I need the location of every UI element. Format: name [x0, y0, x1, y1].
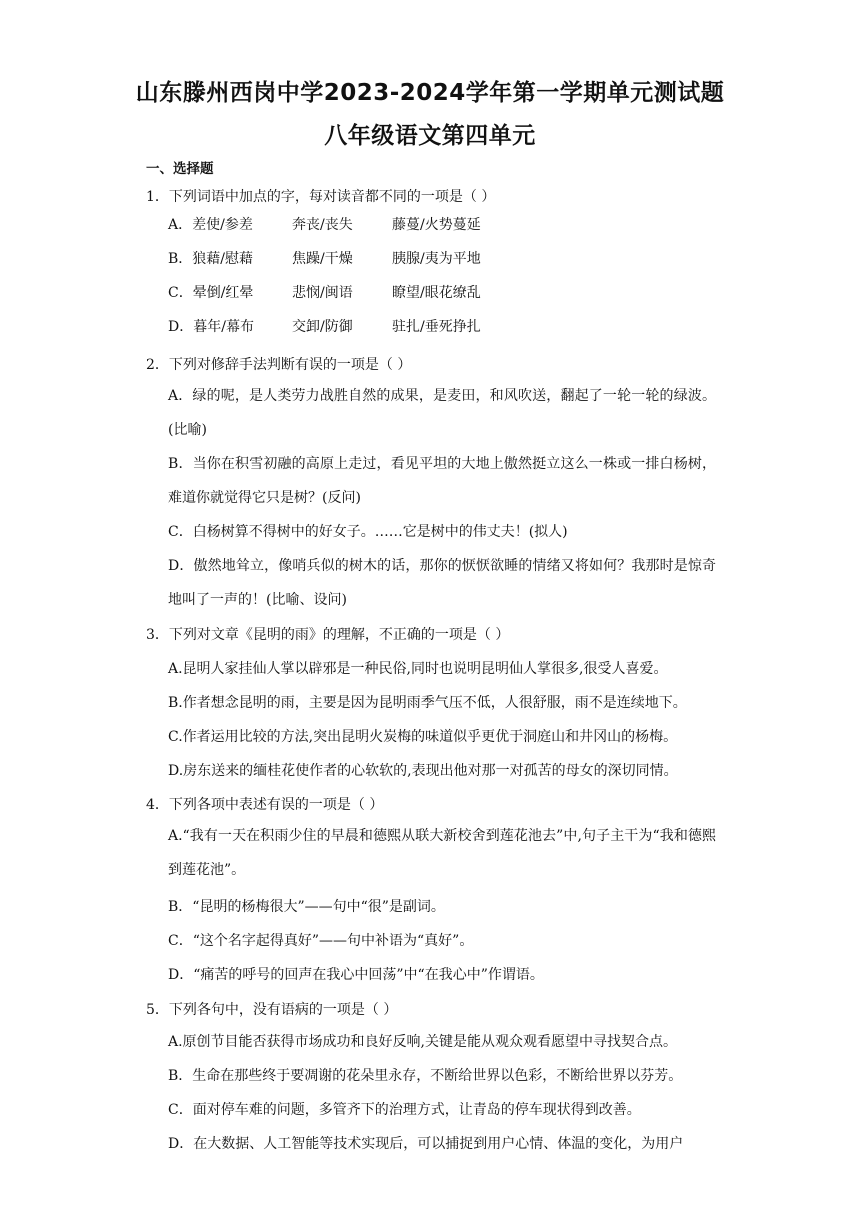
option-b-pair-1: B．狼藉/慰藉	[168, 251, 254, 267]
option-d-pair-1: D．暮年/幕布	[168, 319, 254, 335]
option-a-pair-2: 奔丧/丧失	[292, 217, 353, 233]
question-4-option-c: C．“这个名字起得真好”——句中补语为“真好”。	[168, 933, 474, 949]
option-b-pair-3: 胰腺/夷为平地	[392, 251, 481, 267]
option-b-pair-2: 焦躁/干燥	[292, 251, 353, 267]
option-c-pair-1: C．晕倒/红晕	[168, 285, 254, 301]
question-2-option-d: D．傲然地耸立，像哨兵似的树木的话，那你的恹恹欲睡的情绪又将如何？我那时是惊奇地叫了一声的！(比喻、设问)	[168, 558, 716, 608]
question-3-option-d: D.房东送来的缅桂花使作者的心软软的,表现出他对那一对孤苦的母女的深切同情。	[168, 763, 678, 779]
question-3-stem: 3．下列对文章《昆明的雨》的理解，不正确的一项是（ ）	[146, 627, 510, 643]
option-d-pair-2: 交卸/防御	[292, 319, 353, 335]
option-a-pair-1: A．差使/参差	[168, 217, 253, 233]
question-1-option-d	[168, 317, 481, 337]
document-title: 山东滕州西岗中学2023-2024学年第一学期单元测试题	[135, 80, 725, 106]
option-c-pair-3: 瞭望/眼花缭乱	[392, 285, 481, 301]
question-3-option-c: C.作者运用比较的方法,突出昆明火炭梅的味道似乎更优于洞庭山和井冈山的杨梅。	[168, 729, 678, 745]
question-1-option-a	[168, 215, 481, 235]
question-1-stem: 1．下列词语中加点的字，每对读音都不同的一项是（ ）	[146, 189, 496, 205]
document-subtitle: 八年级语文第四单元	[324, 123, 536, 149]
question-4-option-a: A.“我有一天在积雨少住的早晨和德熙从联大新校舍到莲花池去”中,句子主干为“我和德熙到莲花池”。	[168, 828, 716, 878]
question-5-stem: 5．下列各句中，没有语病的一项是（ ）	[146, 1002, 398, 1018]
question-3-option-b: B.作者想念昆明的雨，主要是因为昆明雨季气压不低，人很舒服，雨不是连续地下。	[168, 695, 687, 711]
question-5-option-c: C．面对停车难的问题，多管齐下的治理方式，让青岛的停车现状得到改善。	[168, 1102, 641, 1118]
question-2-option-b: B．当你在积雪初融的高原上走过，看见平坦的大地上傲然挺立这么一株或一排白杨树，难道你就觉得它只是树？(反问)	[168, 456, 716, 506]
question-4-option-b: B．“昆明的杨梅很大”——句中“很”是副词。	[168, 899, 445, 915]
option-c-pair-2: 悲悯/闽语	[292, 285, 353, 301]
question-1-option-b	[168, 249, 481, 269]
question-2-option-a: A．绿的呢，是人类劳力战胜自然的成果，是麦田，和风吹送，翻起了一轮一轮的绿波。(比喻)	[168, 388, 716, 438]
option-a-pair-3: 藤蔓/火势蔓延	[392, 217, 481, 233]
question-2-stem: 2．下列对修辞手法判断有误的一项是（ ）	[146, 357, 412, 373]
question-5-option-a: A.原创节目能否获得市场成功和良好反响,关键是能从观众观看愿望中寻找契合点。	[168, 1034, 678, 1050]
question-5-option-d: D．在大数据、人工智能等技术实现后，可以捕捉到用户心情、体温的变化，为用户	[168, 1136, 684, 1152]
question-3-option-a: A.昆明人家挂仙人掌以辟邪是一种民俗,同时也说明昆明仙人掌很多,很受人喜爱。	[168, 661, 668, 677]
section-heading: 一、选择题	[146, 161, 214, 177]
question-2-option-c: C．白杨树算不得树中的好女子。……它是树中的伟丈夫！(拟人)	[168, 524, 568, 540]
question-5-option-b: B．生命在那些终于要凋谢的花朵里永存，不断给世界以色彩，不断给世界以芬芳。	[168, 1068, 683, 1084]
question-1-option-c	[168, 283, 481, 303]
question-4-stem: 4．下列各项中表述有误的一项是（ ）	[146, 797, 384, 813]
question-4-option-d: D．“痛苦的呼号的回声在我心中回荡”中“在我心中”作谓语。	[168, 967, 544, 983]
option-d-pair-3: 驻扎/垂死挣扎	[392, 319, 481, 335]
